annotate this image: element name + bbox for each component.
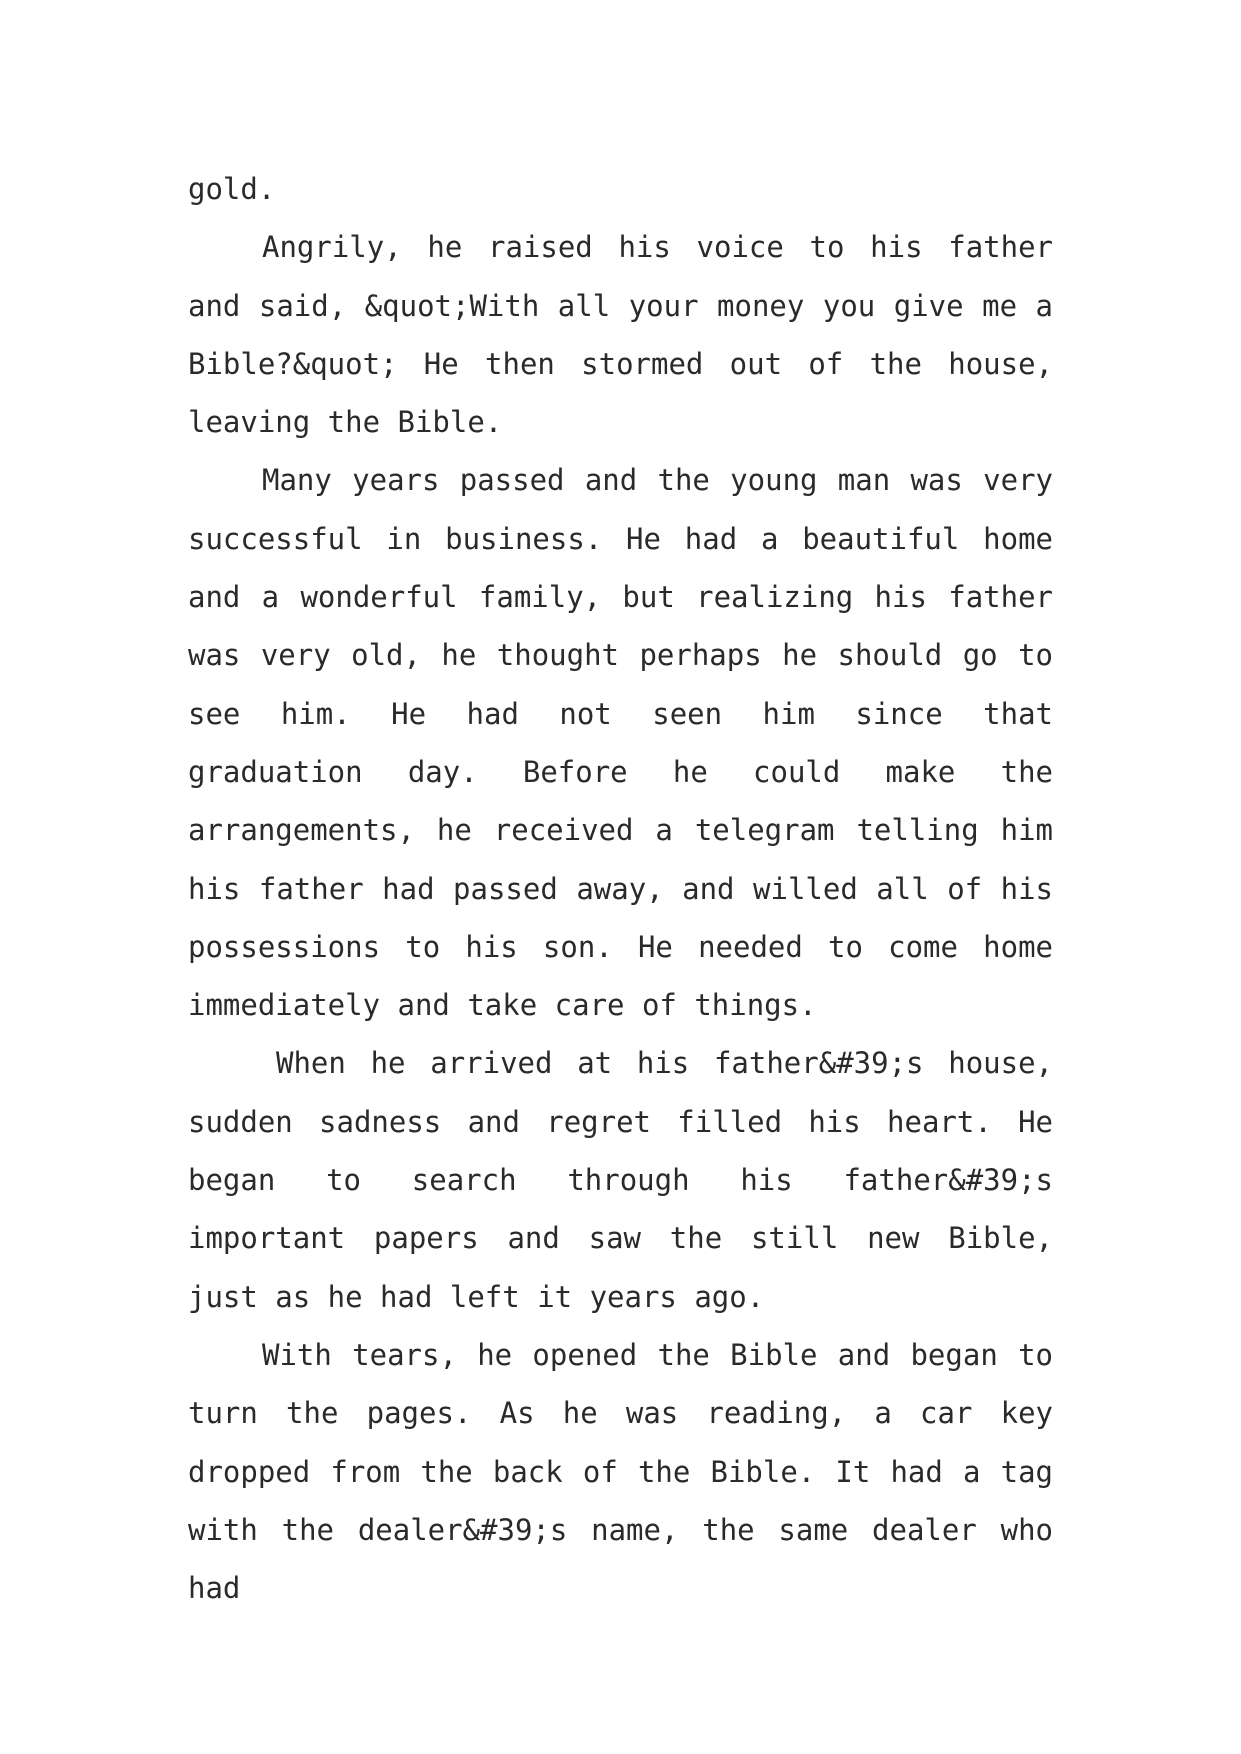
- paragraph-many-years: Many years passed and the young man was very successful in business. He had a beautiful home and a wonderful family, but realizing his father was very old, he thought perhaps he should go to see him. He had not seen him since that graduation day. Before he could make the arrangements, he received a telegram telling him his father had passed away, and willed all of his possessions to his son. He needed to come home immediately and take care of things.: [188, 463, 1053, 1023]
- document-body: [188, 160, 1053, 1617]
- paragraph-with-tears: With tears, he opened the Bible and began to turn the pages. As he was reading, a car key dropped from the back of the Bible. It had a tag with the dealer&#39;s name, the same dealer who had: [188, 1337, 1053, 1606]
- paragraph-when-he-arrived: When he arrived at his father&#39;s house, sudden sadness and regret filled his heart. He began to search through his father&#39;s important papers and saw the still new Bible, just as he had left it years ago.: [188, 1046, 1053, 1314]
- paragraph-continuation: gold.: [188, 172, 276, 206]
- paragraph-angrily: Angrily, he raised his voice to his father and said, &quot;With all your money you give me a Bible?&quot; He then stormed out of the house, leaving the Bible.: [188, 230, 1053, 440]
